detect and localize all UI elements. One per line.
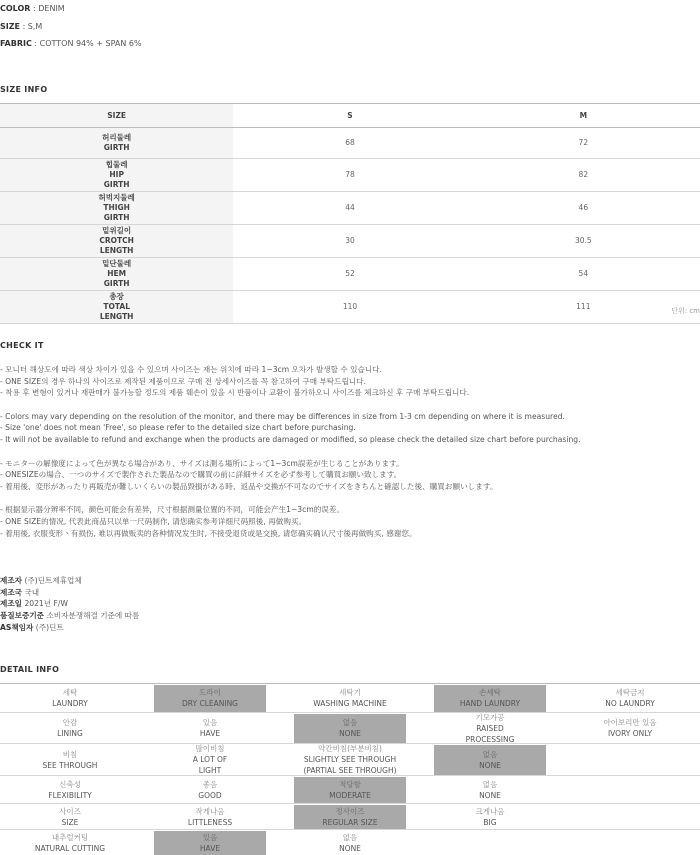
check-it-line: - 착용 후 변형이 있거나 재판매가 불가능할 정도의 제품 훼손이 있을 시 반품이나 교환이 불가하오니 사이즈를 체크하신 후 구매 부탁드립니다. <box>0 388 470 398</box>
maker-line <box>0 587 139 599</box>
check-it-line: - 모니터 해상도에 따라 색상 차이가 있을 수 있으며 사이즈는 재는 위치에 따라 1~3cm 오차가 발생할 수 있습니다. <box>0 365 382 374</box>
maker-line <box>0 622 139 634</box>
size-row-label-line: GIRTH <box>103 179 130 189</box>
detail-eng: LIGHT <box>198 766 222 775</box>
size-value-s: 68 <box>233 128 466 159</box>
detail-highlight <box>154 685 266 712</box>
detail-cell <box>140 804 280 829</box>
size-row-label-line: 밑단둘레 <box>102 258 132 268</box>
detail-cell <box>280 713 420 743</box>
detail-cell <box>420 713 560 743</box>
size-row-label-line: GIRTH <box>103 212 130 222</box>
detail-eng: LITTLENESS <box>187 817 233 827</box>
detail-kor: 적당함 <box>339 779 361 789</box>
detail-highlight <box>434 745 546 775</box>
detail-cell <box>280 804 420 829</box>
detail-cell <box>280 744 420 775</box>
detail-eng: SEE THROUGH <box>42 760 98 770</box>
size-header-size: SIZE <box>0 104 233 128</box>
spec-color-label: COLOR <box>0 4 31 13</box>
detail-cell <box>560 776 700 803</box>
detail-cell <box>0 713 140 743</box>
spec-size-label: SIZE <box>0 22 21 31</box>
detail-cell <box>140 744 280 775</box>
size-value-m: 46 <box>467 191 700 224</box>
maker-label: 제조국 <box>0 587 23 597</box>
detail-kor: 아이보리만 있음 <box>603 718 657 727</box>
size-value-s: 52 <box>233 257 466 290</box>
size-row-label-line: LENGTH <box>99 245 134 255</box>
detail-kor: 드라이 <box>199 688 221 697</box>
maker-label: 품질보증기준 <box>0 611 45 621</box>
detail-row <box>0 684 700 713</box>
size-row-label-line: THIGH <box>103 202 130 212</box>
detail-row <box>0 744 700 776</box>
check-it-title: CHECK IT <box>0 341 44 350</box>
detail-kor: 내추럴커팅 <box>51 832 89 842</box>
detail-cell <box>0 804 140 829</box>
maker-value: 2021년 F/W <box>24 599 68 609</box>
detail-cell <box>560 713 700 743</box>
maker-label: AS책임자 <box>0 622 34 632</box>
detail-eng: NONE <box>339 729 361 738</box>
detail-cell <box>140 776 280 803</box>
detail-kor: 없음 <box>342 718 358 727</box>
check-it-line <box>0 446 581 458</box>
size-value-m: 82 <box>467 158 700 191</box>
maker-value: 소비자분쟁해결 기준에 따름 <box>46 611 140 621</box>
size-header-m: M <box>467 104 700 128</box>
detail-eng: GOOD <box>198 790 222 800</box>
detail-eng: A LOT OF <box>192 755 228 764</box>
detail-eng: RAISED <box>476 723 504 733</box>
detail-eng: HAVE <box>199 729 221 738</box>
detail-cell <box>420 804 560 829</box>
size-value-s: 78 <box>233 158 466 191</box>
spec-fabric-value: : COTTON 94% + SPAN 6% <box>34 39 142 48</box>
size-row-label-line: LENGTH <box>99 311 134 321</box>
maker-value: (주)딘트 <box>35 622 64 632</box>
detail-eng: WASHING MACHINE <box>313 699 387 708</box>
size-row-label-line: HEM <box>107 268 127 278</box>
detail-cell <box>560 744 700 775</box>
check-it-notes <box>0 364 581 539</box>
detail-kor: 있음 <box>202 718 218 727</box>
size-value-s: 30 <box>233 224 466 257</box>
size-row-label-line: 허벅지둘레 <box>98 192 135 202</box>
size-value-m: 72 <box>467 128 700 159</box>
detail-eng: NONE <box>479 790 501 800</box>
detail-kor: 있음 <box>202 832 218 842</box>
size-row-label <box>0 191 233 224</box>
check-it-line: - Size 'one' does not mean 'Free', so please refer to the detailed size chart before purchasing. <box>0 423 356 433</box>
detail-kor: 세탁 <box>62 688 78 697</box>
detail-eng: NONE <box>479 760 501 770</box>
check-it-line: - モニターの解像度によって色が異なる場合があり、サイズは測る場所によって1~3cm誤差が生じることがあります。 <box>0 458 404 468</box>
detail-eng: REGULAR SIZE <box>322 817 378 827</box>
detail-kor: 세탁금지 <box>615 688 645 697</box>
detail-eng: HAND LAUNDRY <box>459 699 521 708</box>
check-it-line: - 着用後, 衣服变形丶有损伤, 难以再做贩卖的各种情况发生时, 不接受退货或是交换, 请您确实确认尺寸後再做购买, 感谢您。 <box>0 528 417 538</box>
detail-cell <box>140 684 280 712</box>
size-value-m: 54 <box>467 257 700 290</box>
detail-eng: FLEXIBILITY <box>48 790 92 800</box>
detail-kor: 약간비침(부분비침) <box>318 744 382 753</box>
detail-row <box>0 776 700 804</box>
check-it-line: - 根据显示器分辨率不同，颜色可能会有差异，尺寸根据测量位置的不同，可能会产生1~3cm的误差。 <box>0 505 345 515</box>
detail-kor: 손세탁 <box>479 688 501 697</box>
size-row-label <box>0 290 233 323</box>
size-row-label-line: 총장 <box>109 291 124 301</box>
spec-fabric <box>0 39 142 48</box>
detail-highlight <box>294 714 406 743</box>
detail-eng: HAVE <box>199 843 221 853</box>
size-row-label-line: HIP <box>109 169 124 179</box>
detail-eng: BIG <box>483 817 497 827</box>
size-value-s: 44 <box>233 191 466 224</box>
check-it-line <box>0 493 581 505</box>
detail-eng: NO LAUNDRY <box>605 699 655 708</box>
size-row <box>0 224 700 257</box>
size-row-label-line: GIRTH <box>103 142 130 152</box>
size-row-label-line: CROTCH <box>99 235 134 245</box>
detail-cell <box>140 830 280 855</box>
size-value-m: 111 <box>467 290 700 323</box>
maker-value: 국내 <box>24 587 40 597</box>
size-table-header <box>0 104 700 128</box>
spec-color-value: : DENIM <box>33 4 65 13</box>
maker-label: 제조일 <box>0 599 23 609</box>
size-row-label-line: 허리둘레 <box>102 132 132 142</box>
maker-value: (주)딘트제휴업체 <box>24 576 82 585</box>
detail-kor: 정사이즈 <box>335 806 365 816</box>
unit-note: 단위: cm <box>671 307 700 315</box>
size-row <box>0 191 700 224</box>
maker-line <box>0 598 139 610</box>
detail-kor: 많이비침 <box>195 744 225 753</box>
detail-row <box>0 830 700 855</box>
detail-kor: 없음 <box>482 749 498 759</box>
check-it-line: - ONE SIZE的情况, 代表此商品只以单一尺码制作, 请您确实参考详细尺码照後, 再做购买。 <box>0 516 307 526</box>
size-row-label-line: GIRTH <box>103 278 130 288</box>
detail-kor: 없음 <box>482 779 498 789</box>
size-row-label <box>0 128 233 159</box>
detail-highlight <box>294 777 406 803</box>
maker-info <box>0 575 139 633</box>
detail-cell <box>420 830 560 855</box>
check-it-line: - 着用後、変形があったり再販売が難しいくらいの製品毀損がある時、返品や交換が不可なのでサイズをきちんと確認した後、購買お願いします。 <box>0 481 498 491</box>
detail-eng: LINING <box>57 729 83 738</box>
detail-info-title: DETAIL INFO <box>0 665 60 674</box>
size-row-label-line: TOTAL <box>103 301 130 311</box>
check-it-line: - ONESIZEの場合、一つのサイズで製作された製品なので購買の前に詳細サイズを必ず参考して購買お願い致します。 <box>0 470 402 480</box>
check-it-line <box>0 399 581 411</box>
detail-eng: SLIGHTLY SEE THROUGH <box>303 755 397 764</box>
check-it-line: - ONE SIZE의 경우 하나의 사이즈로 제작된 제품이므로 구매 전 상세사이즈를 꼭 참고하여 구매 부탁드립니다. <box>0 376 366 386</box>
detail-eng: PROCESSING <box>465 734 515 744</box>
spec-fabric-label: FABRIC <box>0 39 32 48</box>
detail-cell <box>420 776 560 803</box>
detail-kor: 좋음 <box>202 779 218 789</box>
detail-cell <box>140 713 280 743</box>
detail-kor: 크게나옴 <box>475 806 505 816</box>
detail-eng: NONE <box>339 843 361 853</box>
spec-size <box>0 22 42 31</box>
detail-eng: SIZE <box>61 817 79 827</box>
check-it-line: - It will not be available to refund and exchange when the products are damaged or modified, so please check the detailed size chart before purchasing. <box>0 435 581 445</box>
check-it-line: - Colors may vary depending on the resolution of the monitor, and there may be differences in size from 1-3 cm depending on where it is measured. <box>0 411 565 421</box>
detail-cell <box>0 684 140 712</box>
spec-size-value: : S,M <box>22 22 43 31</box>
detail-kor: 기모가공 <box>475 712 505 722</box>
detail-eng: LAUNDRY <box>52 699 88 708</box>
size-value-m: 30.5 <box>467 224 700 257</box>
detail-kor: 작게나옴 <box>195 806 225 816</box>
detail-eng: (PARTIAL SEE THROUGH) <box>303 766 397 775</box>
detail-eng: IVORY ONLY <box>607 729 653 738</box>
detail-cell <box>560 684 700 712</box>
detail-eng: MODERATE <box>329 790 371 800</box>
size-row <box>0 158 700 191</box>
size-row-label <box>0 257 233 290</box>
detail-highlight <box>154 831 266 855</box>
detail-cell <box>280 684 420 712</box>
maker-label: 제조자 <box>0 576 23 585</box>
size-row-label-line: 힙둘레 <box>105 159 128 169</box>
detail-kor: 없음 <box>342 832 358 842</box>
detail-kor: 안감 <box>62 718 78 727</box>
detail-cell <box>0 830 140 855</box>
size-row-label <box>0 224 233 257</box>
size-row-label-line: 밑위길이 <box>102 225 132 235</box>
size-row-label <box>0 158 233 191</box>
detail-row <box>0 804 700 830</box>
size-header-s: S <box>233 104 466 128</box>
detail-kor: 비침 <box>62 749 78 759</box>
detail-kor: 세탁기 <box>339 688 361 697</box>
size-table <box>0 103 700 324</box>
detail-kor: 사이즈 <box>59 806 81 816</box>
detail-eng: NATURAL CUTTING <box>34 843 106 853</box>
detail-cell <box>0 744 140 775</box>
size-row <box>0 290 700 323</box>
detail-row <box>0 713 700 744</box>
size-row <box>0 257 700 290</box>
detail-eng: DRY CLEANING <box>181 699 238 708</box>
detail-highlight <box>434 685 546 712</box>
detail-cell <box>280 830 420 855</box>
detail-kor: 신축성 <box>59 779 81 789</box>
detail-cell <box>560 830 700 855</box>
detail-info-grid <box>0 683 700 855</box>
maker-line <box>0 610 139 622</box>
detail-cell <box>280 776 420 803</box>
size-value-s: 110 <box>233 290 466 323</box>
maker-line <box>0 575 139 587</box>
detail-cell <box>420 684 560 712</box>
detail-cell <box>420 744 560 775</box>
detail-highlight <box>294 805 406 829</box>
size-info-title: SIZE INFO <box>0 85 48 94</box>
size-row <box>0 128 700 159</box>
spec-color <box>0 4 65 13</box>
detail-cell <box>560 804 700 829</box>
detail-cell <box>0 776 140 803</box>
